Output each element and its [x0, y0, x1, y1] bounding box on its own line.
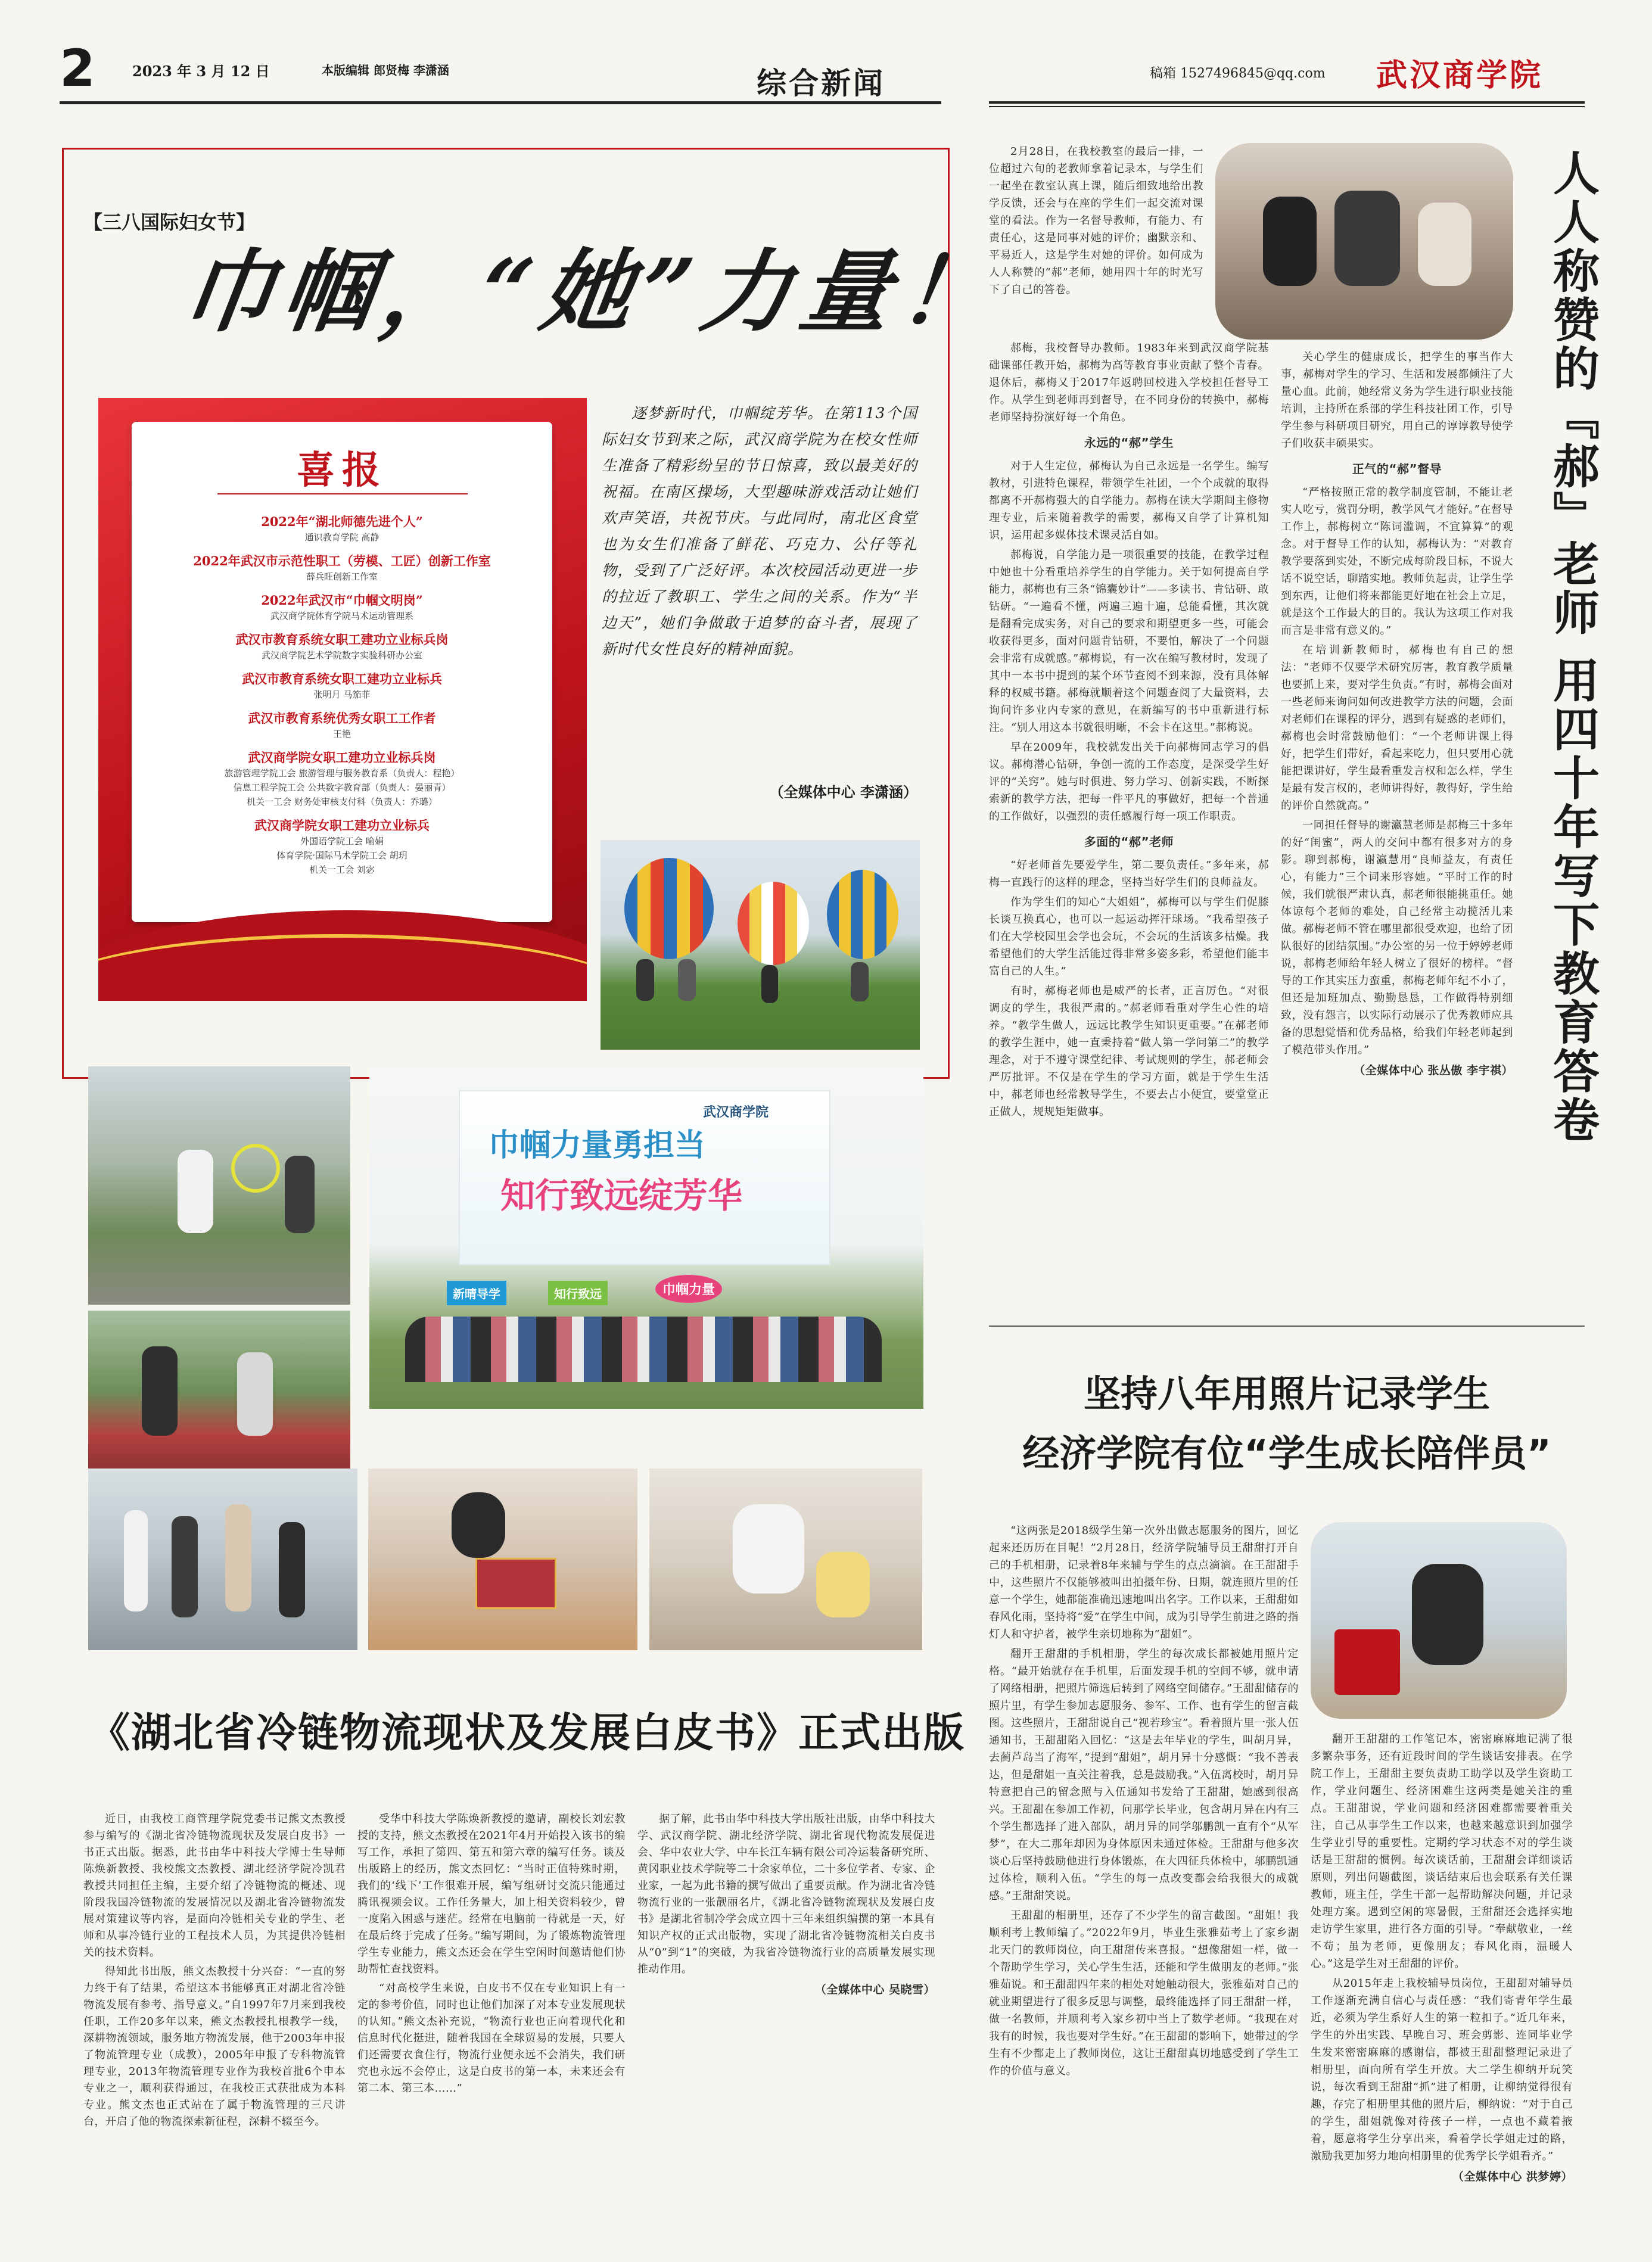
womens-day-tag: 【三八国际妇女节】 — [83, 211, 256, 234]
photo-canteen-line — [88, 1468, 357, 1650]
award-title: 武汉市教育系统优秀女职工工作者 — [248, 711, 436, 726]
photo-record-para: 翻开王甜甜的工作笔记本，密密麻麻地记满了很多繁杂事务，还有近段时间的学生谈话安排表。在学院工作上，王甜甜主要负责助工助学以及学生资助工作，学业问题生、经济困难生这两类是她关注的重点。王甜甜说，学业问题和经济困难都需要着重关注，自己从事学生工作以来，也越来越意识到加强学生学业引导的重要性。定期约学习状态不对的学生谈话是王甜甜的惯例。每次谈话前，王甜甜会详细谈话原则，列出问题截图，谈话结束后也会联系有关任课教师，班主任，学生干部一起帮助解决问题，并记录处理方案。遇到空闲的寒暑假，王甜甜还会选择实地走访学生家里，进行各方面的引导。“奉献敬业，一丝不苟；虽为老师，更像朋友；春风化雨，温暖人心。”这是学生对王甜甜的评价。 — [1311, 1733, 1573, 1970]
award-title: 2022年武汉市“巾帼文明岗” — [261, 593, 423, 608]
hao-para: “严格按照正常的教学制度管制，不能让老实人吃亏，赏罚分明，教学风气才能好。”在督导工作上，郝梅树立“陈词滥调，不宜算算”的观念。对于督导工作的认知，郝梅认为：“对教育教学要落到实处，不断完成每阶段目标，不说大话不说空话，聊踏实地。教师负起责，让学生学到东西，让他们将来都能更好地在社会上立足，就是这个工作最大的目的。我认为这项工作对我而言是非常有意义的。” — [1281, 486, 1513, 637]
hao-para: 一同担任督导的谢瀛慧老师是郝梅三十多年的好“闺蜜”，两人的交问中都有很多对方的身影。聊到郝梅，谢瀛慧用“良师益友，有责任心，有能力”三个词来形容她。“平时工作的时候，我们就很严肃认真，郝老师很能挑重任。她体谅每个老师的难处，自己经常主动揽活儿来做。郝梅老师不管在哪里都很受欢迎，也给了团队很好的团结氛围。”办公室的另一位于婷婷老师说，郝梅老师给年轻人树立了很好的榜样。“督导的工作其实压力蛮重，郝梅老师年纪不小了，但还是加班加点、勤勤恳恳，工作做得特别细致，没有怨言，以实际行动展示了优秀教师应具备的思想觉悟和优秀品格，给我们年轻老师起到了模范带头作用。” — [1281, 819, 1513, 1056]
hao-para: 有时，郝梅老师也是威严的长者，正言厉色。“对很调皮的学生，我很严肃的。”郝老师看重对学生心性的培养。“教学生做人，远远比教学生知识更重要。”在郝老师的教学生涯中，她一直秉持着“做人第一学问第二”的教学理念，对于不遵守课堂纪律、考试规则的学生，郝老师会严厉批评。不仅是在学生的学习方面，就是于学生生活中，郝老师也经常教导学生，不要去占小便宜，要堂堂正正做人，规规矩矩做事。 — [989, 985, 1269, 1118]
hao-intro-para: 2月28日，在我校教室的最后一排，一位超过六旬的老教师拿着记录本，与学生们一起坐在教室认真上课，随后细致地给出教学反馈，还会与在座的学生们一起交流对课堂的看法。作为一名督导教师，有能力、有责任心，这是同事对她的评价；幽默亲和、平易近人，这是学生对她的评价。如何成为人人称赞的“郝”老师，她用四十年的时光写下了自己的答卷。 — [989, 145, 1203, 296]
photo-record-headline-1: 坚持八年用照片记录学生 — [1083, 1372, 1490, 1415]
page-editors: 本版编辑 郎贤梅 李潇涵 — [322, 63, 449, 77]
banner-slogan-sub: 知行致远绽芳华 — [500, 1175, 743, 1216]
photo-record-credit: （全媒体中心 洪梦婷） — [1452, 2170, 1573, 2183]
award-detail: 通识教育学院 高静 — [304, 532, 379, 543]
hao-credit: （全媒体中心 张丛傲 李宇祺） — [1354, 1064, 1513, 1077]
award-detail: 旅游管理学院工会 旅游管理与服务教育系（负责人：程艳） 信息工程学院工会 公共数字教育部（负责人：晏丽青） 机关一工会 财务处审核支付科（负责人：乔璐） — [224, 768, 460, 807]
award-detail: 王艳 — [332, 729, 351, 739]
hao-col-left — [989, 340, 1269, 1123]
photo-record-para: 从2015年走上我校辅导员岗位，王甜甜对辅导员工作逐渐充满自信心与责任感：“我们寄青年学生最近，必须为学生系好人生的第一粒扣子。”近几年来，学生的外出实践、早晚自习、班会剪影、连同毕业学生发来密密麻麻的感谢信，都被王甜甜整理记录进了相册里，面向所有学生开放。大二学生柳纳开玩笑说，每次看到王甜甜“抓”进了相册，让柳纳觉得很有趣，存完了相册里其他的照片后，柳纳说：“对于自己的学生，甜姐就像对待孩子一样，一点也不藏着掖着，愿意将学生分享出来，看着学长学姐走过的路，激励我更加努力地向相册里的优秀学长学姐看齐。” — [1311, 1977, 1573, 2163]
award-title: 武汉市教育系统女职工建功立业标兵岗 — [235, 632, 449, 647]
award-title: 武汉商学院女职工建功立业标兵 — [254, 818, 430, 833]
cold-chain-col-2 — [357, 1811, 626, 2099]
womens-day-intro: 逐梦新时代，巾帼绽芳华。在第113个国际妇女节到来之际，武汉商学院为在校女性师生准备了精彩纷呈的节日惊喜，致以最美好的祝福。在南区操场，大型趣味游戏活动让她们欢声笑语，共祝节庆。与此同时，南北区食堂也为女生们准备了鲜花、巧克力、公仔等礼物，受到了广泛好评。本次校园活动更进一步的拉近了教职工、学生之间的关系。作为“半边天”，她们争做敢于追梦的奋斗者，展现了新时代女性良好的精神面貌。 — [602, 405, 917, 658]
hao-para: 郝梅说，自学能力是一项很重要的技能，在教学过程中她也十分看重培养学生的自学能力。关于如何提高自学能力，郝梅也有三条“锦囊妙计”——多读书、肯钻研、敢钻研。“一遍看不懂，两遍三遍十遍，总能看懂，其次就是翻看完成实务，对自己的要求和期望更多一些，可能会收获得更多，面对问题肯钻研，不要怕，解决了一个问题会非常有成就感。”郝梅说，有一次在编写教材时，发现了其中一本书中提到的某个环节查阅不到来源，没有具体解释的权威书籍。郝梅就顺着这个问题查阅了大量资料，去询问许多业内专家的意见，在新编写的书中重新进行标注。“别人用这本书就很明晰，不会卡在这里。”郝梅说。 — [989, 549, 1269, 734]
womens-day-credit: （全媒体中心 李潇涵） — [769, 783, 917, 801]
cold-chain-para: 近日，由我校工商管理学院党委书记熊文杰教授参与编写的《湖北省冷链物流现状及发展白皮书》一书正式出版。据悉，此书由华中科技大学博士生导师陈焕新教授、我校熊文杰教授、湖北经济学院冷凯君教授共同担任主编，主要介绍了冷链物流的概述、现阶段我国冷链物流的发展情况以及湖北省冷链物流发展对策建议等内容，是面向冷链相关专业的学生、老师和从事冷链行业的工程技术人员，为其提供冷链相关的技术资料。 — [83, 1813, 346, 1959]
award-list — [144, 505, 540, 877]
hao-para: 作为学生们的知心“大姐姐”，郝梅可以与学生们促膝长谈互换真心，也可以一起运动挥汗球场。“我希望孩子们在大学校园里会学也会玩，不会玩的生活该多枯燥。我希望他们的大学生活能过得非常多姿多彩，希望他们能丰富自己的人生。” — [989, 896, 1269, 978]
hao-col-right — [1281, 349, 1513, 1079]
page-number: 2 — [60, 39, 95, 98]
award-detail: 薛兵旺创新工作室 — [306, 571, 378, 582]
header-rule-left — [60, 101, 941, 104]
masthead-logo: 武汉商学院 — [1376, 57, 1544, 94]
issue-date: 2023 年 3 月 12 日 — [132, 63, 270, 80]
womens-day-headline: 巾帼，“她”力量！ — [177, 239, 1006, 344]
hao-para: 对于人生定位，郝梅认为自己永远是一名学生。编写教材，引进特色课程，带领学生社团，一个个成就的取得都离不开郝梅强大的自学能力。郝梅在读大学期间主修物理专业，后来随着教学的需要，郝梅又自学了计算机知识，运用起多媒体技术课灵活自如。 — [989, 460, 1269, 542]
hao-sub-1: 永远的“郝”学生 — [1084, 435, 1174, 450]
poster-title-rule — [217, 493, 468, 494]
photo-hoop-game — [88, 1066, 350, 1305]
hao-intro — [989, 143, 1203, 301]
hao-para: 关心学生的健康成长，把学生的事当作大事，郝梅对学生的学习、生活和发展都倾注了大量心血。此前，她经常义务为学生进行职业技能培训，主持所在系部的学生科技社团工作，引导学生参与科研项目研究，用自己的谆谆教导使学子们收获丰硕果实。 — [1281, 351, 1513, 450]
photo-counselor-office — [1311, 1522, 1567, 1719]
banner-sign-3: 巾帼力量 — [655, 1275, 722, 1303]
header-rule-right-thin — [989, 106, 1585, 107]
photo-record-para: 王甜甜的相册里，还存了不少学生的留言截图。“甜姐！我顺利考上教师编了。”2022年9月，毕业生张雅茹考上了家乡湖北天门的教师岗位，向王甜甜传来喜报。“想像甜姐一样，做一个帮助学生学习，关心学生生活，还能和学生做朋友的老师。”张雅茹说。和王甜甜四年来的相处对她触动很大，张雅茹对自己的就业期望进行了很多反思与调整，最终能选择了同王甜甜一样，做一名教师，并顺利考入家乡初中当上了数学老师。“我现在对我有的时候，我也要对学生好。”在王甜甜的影响下，她带过的学生有不少都走上了教师岗位，这让王甜甜真切地感受到了学生工作的价值与意义。 — [989, 1909, 1299, 2077]
photo-toy-gift — [649, 1468, 922, 1650]
cold-chain-para: 据了解，此书由华中科技大学出版社出版，由华中科技大学、武汉商学院、湖北经济学院、湖北省现代物流发展促进会、华中农业大学、中车长江车辆有限公司冷运装备研究所、黄冈职业技术学院等二十余家单位，二十多位学者、专家、企业家，一起为此书籍的撰写做出了重要贡献。作为湖北省冷链物流行业的一张靓丽名片，《湖北省冷链物流现状及发展白皮书》是湖北省制冷学会成立四十三年来组织编撰的第一本具有知识产权的正式出版物，实现了湖北省冷链物流相关白皮书从“0”到“1”的突破，为我省冷链物流行业的高质量发展实现推动作用。 — [637, 1813, 935, 1975]
hao-headline: 人人称赞的『郝』老师 用四十年写下教育答卷 — [1545, 149, 1599, 1145]
award-title: 2022年武汉市示范性职工（劳模、工匠）创新工作室 — [193, 553, 491, 568]
submission-email: 稿箱 1527496845@qq.com — [1150, 66, 1326, 81]
photo-chocolate-gift — [368, 1468, 637, 1650]
banner-school: 武汉商学院 — [703, 1104, 769, 1120]
award-detail: 武汉商学院艺术学院数字实验科研办公室 — [261, 650, 422, 661]
poster-title: 喜报 — [297, 448, 387, 493]
banner-sign-2: 知行致远 — [548, 1281, 608, 1305]
banner-slogan-main: 巾帼力量勇担当 — [489, 1128, 706, 1163]
photo-record-col-left — [989, 1522, 1299, 2082]
header-rule-right — [989, 101, 1585, 104]
award-detail: 武汉商学院体育学院马术运动管理系 — [270, 611, 413, 621]
hao-sub-3: 正气的“郝”督导 — [1352, 462, 1442, 476]
photo-record-headline-2: 经济学院有位“学生成长陪伴员” — [1022, 1432, 1551, 1475]
photo-hao-teacher-class — [1215, 143, 1513, 340]
hao-para: “好老师首先要爱学生，第二要负责任。”多年来，郝梅一直践行的这样的理念，坚持当好学生们的良师益友。 — [989, 859, 1269, 889]
photo-record-para: “这两张是2018级学生第一次外出做志愿服务的图片，回忆起来还历历在目呢！”2月28日，经济学院辅导员王甜甜打开自己的手机相册，记录着8年来辅与学生的点点滴滴。在王甜甜手中，这些照片不仅能够被叫出拍摄年份、日期，就连照片里的任意一个学生，她都能准确迅速地叫出名字。工作以来，王甜甜如春风化雨，坚持将“爱”在学生中间，成为引导学生前进之路的指灯人和守护者，被学生亲切地称为“甜姐”。 — [989, 1524, 1299, 1641]
cold-chain-para: 得知此书出版，熊文杰教授十分兴奋：“一直的努力终于有了结果，希望这本书能够真正对湖北省冷链物流发展有参考、指导意义。”自1997年7月来到我校任职，工作20多年以来，熊文杰教授扎根教学一线，深耕物流领域，服务地方物流发展，他于2003年申报了物流管理专业（成教），2005年申报了专科物流管理专业，2013年物流管理专业作为我校首批6个申本专业之一，顺利获得通过，在我校正式获批成为本科专业。熊文杰也正式站在了属于物流管理的三尺讲台，开启了他的物流探索新征程，深耕不辍至今。 — [83, 1965, 346, 2128]
cold-chain-para: “对高校学生来说，白皮书不仅在专业知识上有一定的参考价值，同时也让他们加深了对本专业发展现状的认知。”熊文杰补充说，“物流行业也正向着现代化和信息时代化挺进，随着我国在全球贸易的发展，只要人们还需要衣食住行，物流行业便永远不会消失，我们研究也永远不会停止，这是白皮书的第一本，未来还会有第二本、第三本……” — [357, 1982, 626, 2095]
hao-para: 在培训新教师时，郝梅也有自己的想法：“老师不仅要学术研究厉害，教育教学质量也要抓上来，要对学生负责。”有时，郝梅会面对一些老师来询问如何改进教学方法的问题，会面对老师们在课程的评分，遇到有疑惑的老师们，郝梅也会时常鼓励他们：“一个老师讲课上得好，把学生们带好，看起来吃力，但只要用心就能把课讲好，学生最看重发言权和怎么样，学生是最有发言权的，老师讲得好，教得好，学生给的评价自然就高。” — [1281, 644, 1513, 812]
photo-balloon-game — [601, 840, 920, 1050]
award-title: 武汉市教育系统女职工建功立业标兵 — [242, 671, 442, 686]
award-title: 2022年“湖北师德先进个人” — [261, 514, 423, 529]
banner-sign-1: 新晴导学 — [447, 1281, 506, 1305]
hao-para: 早在2009年，我校就发出关于向郝梅同志学习的倡议。郝梅潜心钻研，争创一流的工作态度，是深受学生好评的“关窍”。她与时俱进、努力学习、创新实践，不断探索新的教学方法，把每一件平凡的事做好，把每一个普通的工作做好，以强烈的责任感履行每一项工作职责。 — [989, 741, 1269, 823]
honor-poster — [98, 398, 587, 1001]
award-detail: 外国语学院工会 喻娟 体育学院·国际马术学院工会 胡玥 机关一工会 刘宓 — [276, 836, 407, 875]
section-divider — [989, 1326, 1585, 1327]
cold-chain-credit: （全媒体中心 吴晓雪） — [814, 1983, 935, 1996]
section-title: 综合新闻 — [757, 66, 885, 101]
hao-intro-para: 郝梅，我校督导办教师。1983年来到武汉商学院基础课部任教开始，郝梅为高等教育事业贡献了整个青春。退休后，郝梅又于2017年返聘回校进入学校担任督导工作。从学生到老师再到督导，在不同身份的转换中，郝梅老师坚持扮演好每一个角色。 — [989, 342, 1269, 424]
award-detail: 张明月 马笳菲 — [313, 689, 371, 700]
cold-chain-headline: 《湖北省冷链物流现状及发展白皮书》正式出版 — [89, 1710, 966, 1757]
award-title: 武汉商学院女职工建功立业标兵岗 — [248, 750, 436, 765]
photo-record-para: 翻开王甜甜的手机相册，学生的每次成长都被她用照片定格。“最开始就存在手机里，后面发现手机的空间不够，就申请了网络相册，把照片筛选后转到了网络空间储存。”王甜甜储存的照片里，有学生参加志愿服务、参军、工作、也有学生的留言截图。这些照片，王甜甜说自己“视若珍宝”。看着照片里一张人伍通知书，王甜甜陷入回忆：“这是去年毕业的学生，叫胡月异，去蔺芦岛当了海军，”提到“甜姐”，胡月异十分感慨：“我不善表达，但是甜姐一直关注着我，总是鼓励我。”入伍离校时，胡月异特意把自己的留念照与入伍通知书发给了王甜甜，她感到很高兴。王甜甜在参加工作初，问那学长毕业，包含胡月异在内有三个学生都选择了进入部队，胡月异的同学邬鹏凯一直有个“从军梦”，在大二那年却因为身体原因未通过体检。王甜甜与他多次谈心后坚持鼓励他进行身体锻炼，在大四征兵体检中，邬鹏凯通过体检，顺利入伍。“学生的每一点改变都会给我很大的成就感。”王甜甜笑说。 — [989, 1648, 1299, 1902]
cold-chain-col-1 — [83, 1811, 346, 2133]
cold-chain-para: 受华中科技大学陈焕新教授的邀请，副校长刘宏教授的支持，熊文杰教授在2021年4月开始投入该书的编写工作，承担了第四、第五和第六章的编写任务。谈及出版路上的经历，熊文杰回忆：“当时正值特殊时期，我们的‘线下’工作很难开展，编写组研讨交流只能通过腾讯视频会议。工作任务量大，加上相关资料较少，曾一度陷入困惑与迷茫。经常在电脑前一待就是一天，好在最后终于完成了任务。”编写期间，为了锻炼物流管理学生专业能力，熊文杰还会在学生空闲时间邀请他们协助帮忙查找资料。 — [357, 1813, 626, 1975]
photo-flower-gifts — [88, 1311, 350, 1489]
hao-sub-2: 多面的“郝”老师 — [1084, 835, 1174, 849]
photo-group-banner — [369, 1066, 923, 1409]
photo-record-col-right — [1311, 1731, 1573, 2186]
cold-chain-col-3 — [637, 1811, 935, 1998]
